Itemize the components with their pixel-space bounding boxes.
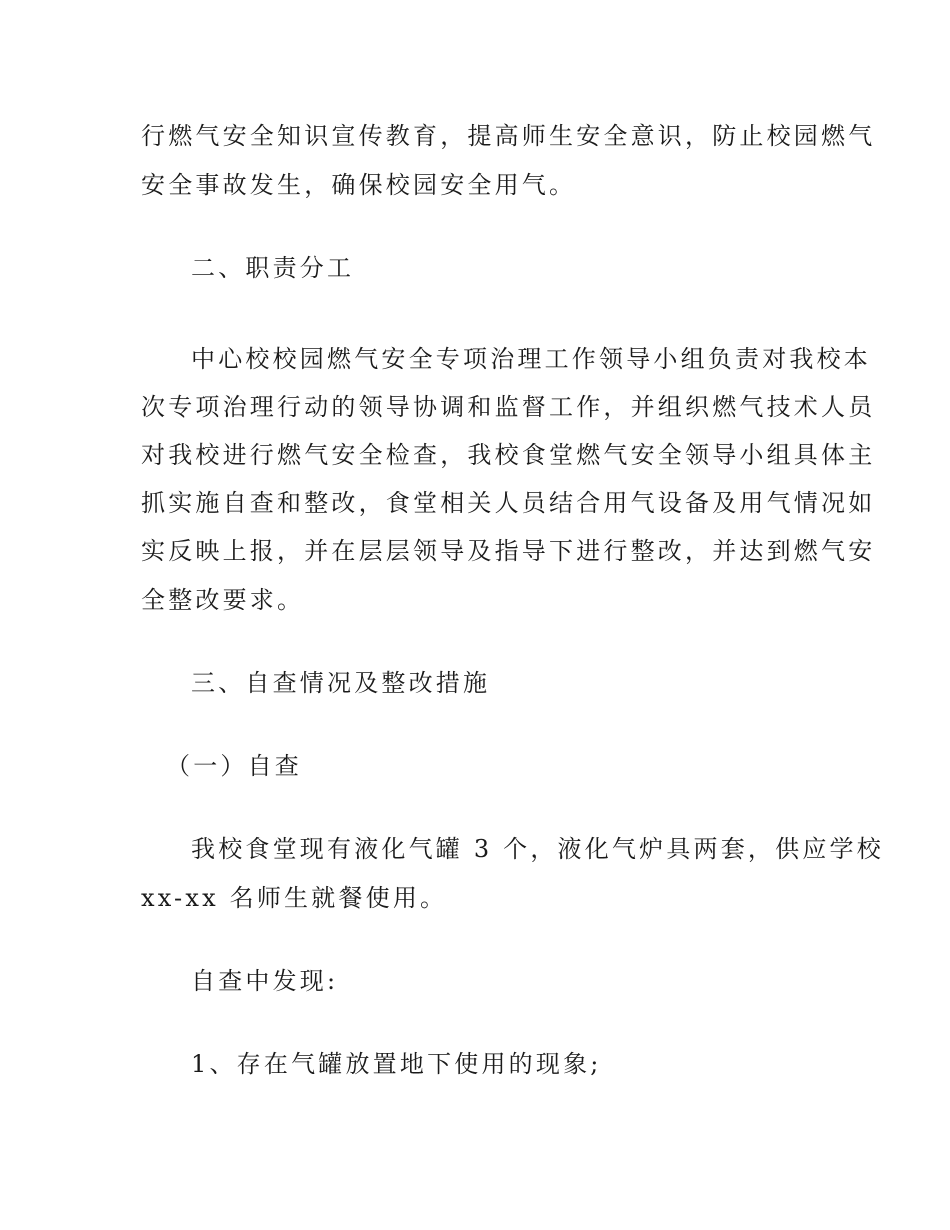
paragraph-line: xx-xx 名师生就餐使用。 [141,884,448,912]
paragraph-line: 我校食堂现有液化气罐 3 个，液化气炉具两套，供应学校 [191,835,884,863]
paragraph-line: 行燃气安全知识宣传教育，提高师生安全意识，防止校园燃气 [141,122,876,150]
paragraph-line: 实反映上报，并在层层领导及指导下进行整改，并达到燃气安 [141,537,876,565]
paragraph-line: 次专项治理行动的领导协调和监督工作，并组织燃气技术人员 [141,393,876,421]
paragraph-line: 中心校校园燃气安全专项治理工作领导小组负责对我校本 [191,345,871,373]
section-heading-duties: 二、职责分工 [191,254,355,282]
paragraph-line: 自查中发现: [191,967,339,995]
paragraph-line: 对我校进行燃气安全检查，我校食堂燃气安全领导小组具体主 [141,441,876,469]
paragraph-line: 抓实施自查和整改，食堂相关人员结合用气设备及用气情况如 [141,489,876,517]
subsection-heading: （一）自查 [166,752,302,780]
paragraph-line: 全整改要求。 [141,586,305,614]
paragraph-line: 安全事故发生，确保校园安全用气。 [141,171,577,199]
section-heading-self-inspection: 三、自查情况及整改措施 [191,669,491,697]
list-item: 1、存在气罐放置地下使用的现象; [191,1050,602,1078]
